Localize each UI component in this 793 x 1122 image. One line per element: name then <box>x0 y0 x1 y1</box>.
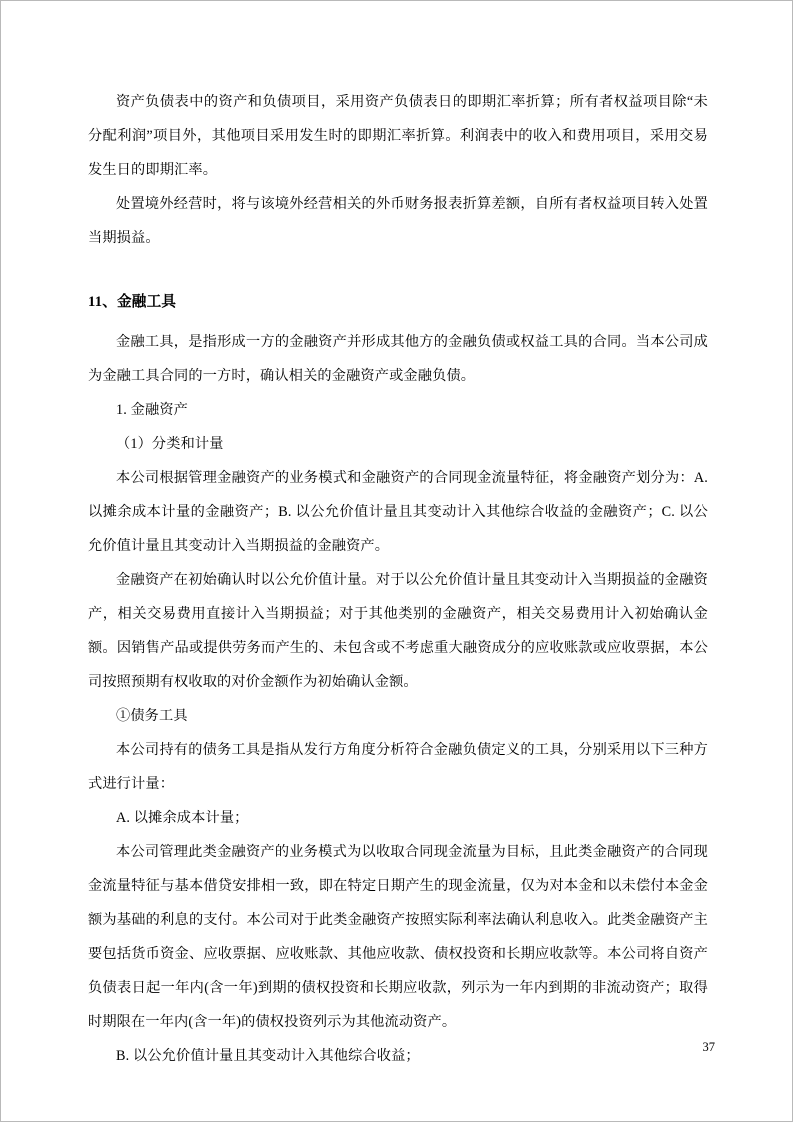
paragraph-fx-translation: 资产负债表中的资产和负债项目，采用资产负债表日的即期汇率折算；所有者权益项目除“未分配利润”项目外，其他项目采用发生时的即期汇率折算。利润表中的收入和费用项目，采用交易发生日的即期汇率。 <box>88 94 709 178</box>
section-heading-financial-instruments: 11、金融工具 <box>88 294 177 310</box>
paragraph-initial-measurement: 金融资产在初始确认时以公允价值计量。对于以公允价值计量且其变动计入当期损益的金融资产，相关交易费用直接计入当期损益；对于其他类别的金融资产，相关交易费用计入初始确认金额。因销售产品或提供劳务而产生的、未包含或不考虑重大融资成分的应收账款或应收票据，本公司按照预期有权收取的对价金额作为初始确认金额。 <box>88 572 708 690</box>
page-number: 37 <box>702 1040 715 1054</box>
paragraph-subitem-classification: （1）分类和计量 <box>116 436 224 452</box>
paragraph-debt-instruments-intro: 本公司持有的债务工具是指从发行方角度分析符合金融负债定义的工具，分别采用以下三种方式进行计量： <box>88 742 708 792</box>
page-content <box>88 85 708 1073</box>
paragraph-classification-detail: 本公司根据管理金融资产的业务模式和金融资产的合同现金流量特征，将金融资产划分为：A. 以摊余成本计量的金融资产；B. 以公允价值计量且其变动计入其他综合收益的金融资产；C. 以公允价值计量且其变动计入当期损益的金融资产。 <box>88 470 708 554</box>
paragraph-amortized-cost-label: A. 以摊余成本计量； <box>116 810 249 826</box>
paragraph-amortized-cost-detail: 本公司管理此类金融资产的业务模式为以收取合同现金流量为目标，且此类金融资产的合同现金流量特征与基本借贷安排相一致，即在特定日期产生的现金流量，仅为对本金和以未偿付本金金额为基础的利息的支付。本公司对于此类金融资产按照实际利率法确认利息收入。此类金融资产主要包括货币资金、应收票据、应收账款、其他应收款、债权投资和长期应收款等。本公司将自资产负债表日起一年内(含一年)到期的债权投资和长期应收款，列示为一年内到期的非流动资产；取得时期限在一年内(含一年)的债权投资列示为其他流动资产。 <box>88 844 708 1030</box>
paragraph-fx-disposal: 处置境外经营时，将与该境外经营相关的外币财务报表折算差额，自所有者权益项目转入处置当期损益。 <box>88 196 708 246</box>
paragraph-definition: 金融工具，是指形成一方的金融资产并形成其他方的金融负债或权益工具的合同。当本公司成为金融工具合同的一方时，确认相关的金融资产或金融负债。 <box>88 334 708 384</box>
paragraph-debt-instruments-label: ①债务工具 <box>116 708 188 724</box>
paragraph-fvoci-label: B. 以公允价值计量且其变动计入其他综合收益； <box>116 1048 420 1064</box>
paragraph-list-financial-assets: 1. 金融资产 <box>116 402 188 418</box>
